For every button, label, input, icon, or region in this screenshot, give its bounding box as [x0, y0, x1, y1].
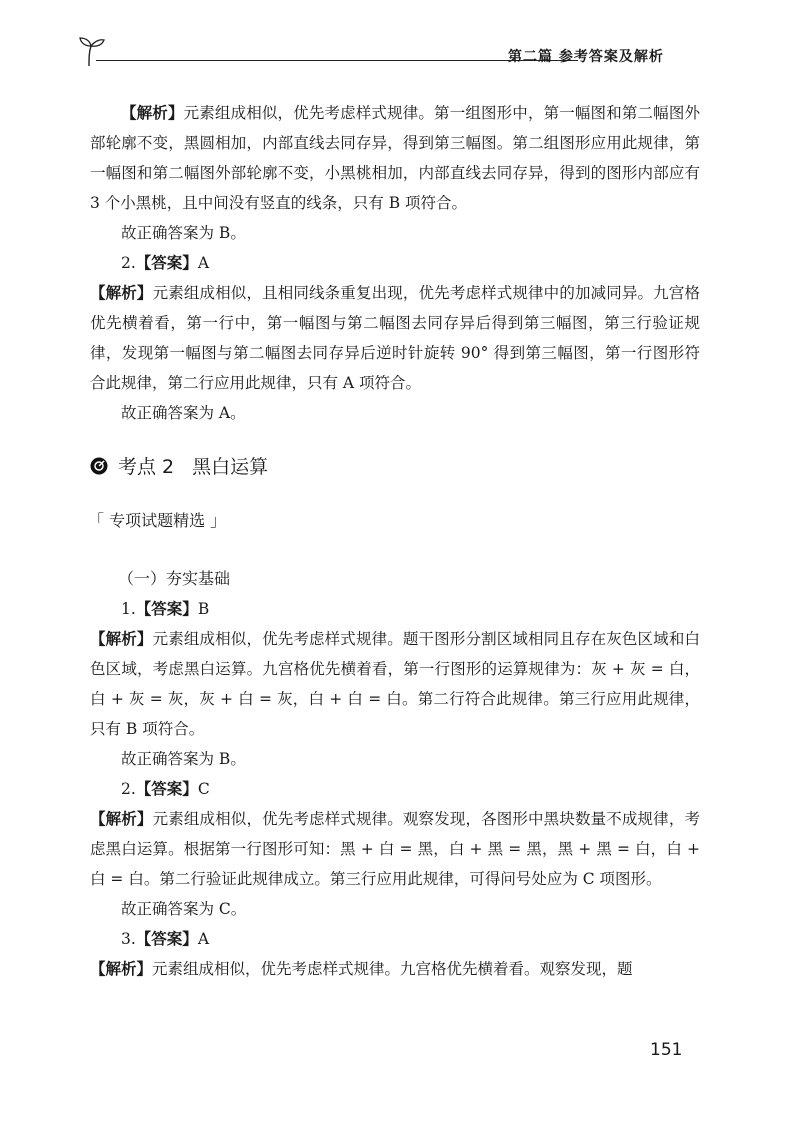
analysis-tag: 【解析】 [121, 104, 184, 122]
conclusion: 故正确答案为 B。 [121, 750, 246, 768]
page-number: 151 [650, 1040, 683, 1060]
sprout-icon [78, 34, 106, 68]
subtitle: 「 专项试题精选 」 [88, 511, 227, 530]
conclusion: 故正确答案为 B。 [121, 224, 246, 242]
conclusion: 故正确答案为 C。 [121, 900, 247, 918]
analysis-paragraph: 【解析】元素组成相似，且相同线条重复出现，优先考虑样式规律中的加减同异。九宫格优先横着看，第一行中，第一幅图与第二幅图去同存异后得到第三幅图，第三行验证规律，发现第一幅图与第二幅图去同存异后逆时针旋转 90° 得到第三幅图，第一行图形符合此规律，第二行应用此规律，只有 A 项符合。 [90, 284, 700, 392]
heading-number: 考点 2 [118, 456, 175, 478]
section-heading [90, 452, 268, 479]
analysis-paragraph: 【解析】元素组成相似，优先考虑样式规律。观察发现，各图形中黑块数量不成规律，考虑黑白运算。根据第一行图形可知：黑 + 白 = 黑，白 + 黑 = 黑，黑 + 黑 = 白，白 + 白 = 白。第二行验证此规律成立。第三行应用此规律，可得问号处应为 C 项图形。 [90, 810, 700, 888]
answer-line: 3.【答案】A [121, 930, 210, 948]
target-icon [90, 457, 108, 475]
analysis-paragraph [90, 98, 700, 218]
content-top [90, 98, 700, 428]
answer-line: 2.【答案】C [121, 780, 210, 798]
header-section-title: 第二篇 参考答案及解析 [508, 49, 664, 65]
subsection-title: （一）夯实基础 [118, 569, 231, 588]
analysis-text: 元素组成相似，优先考虑样式规律。第一组图形中，第一幅图和第二幅图外部轮廓不变，黑圆相加，内部直线去同存异，得到第三幅图。第二组图形应用此规律，第一幅图和第二幅图外部轮廓不变，小黑桃相加，内部直线去同存异，得到的图形内部应有 3 个小黑桃，且中间没有竖直的线条，只有 B 项符合。 [90, 104, 700, 212]
content-bottom [90, 594, 700, 984]
answer-line: 1.【答案】B [121, 600, 210, 618]
header-rule [96, 60, 578, 61]
answer-line: 2.【答案】A [121, 254, 210, 272]
conclusion: 故正确答案为 A。 [121, 404, 246, 422]
analysis-paragraph: 【解析】元素组成相似，优先考虑样式规律。九宫格优先横着看。观察发现，题 [90, 960, 633, 978]
heading-title: 黑白运算 [192, 456, 269, 478]
page-header [78, 34, 703, 70]
analysis-paragraph: 【解析】元素组成相似，优先考虑样式规律。题干图形分割区域相同且存在灰色区域和白色区域，考虑黑白运算。九宫格优先横着看，第一行图形的运算规律为：灰 + 灰 = 白，白 + 灰 = 灰，灰 + 白 = 灰，白 + 白 = 白。第二行符合此规律。第三行应用此规律，只有 B 项符合。 [90, 630, 700, 738]
